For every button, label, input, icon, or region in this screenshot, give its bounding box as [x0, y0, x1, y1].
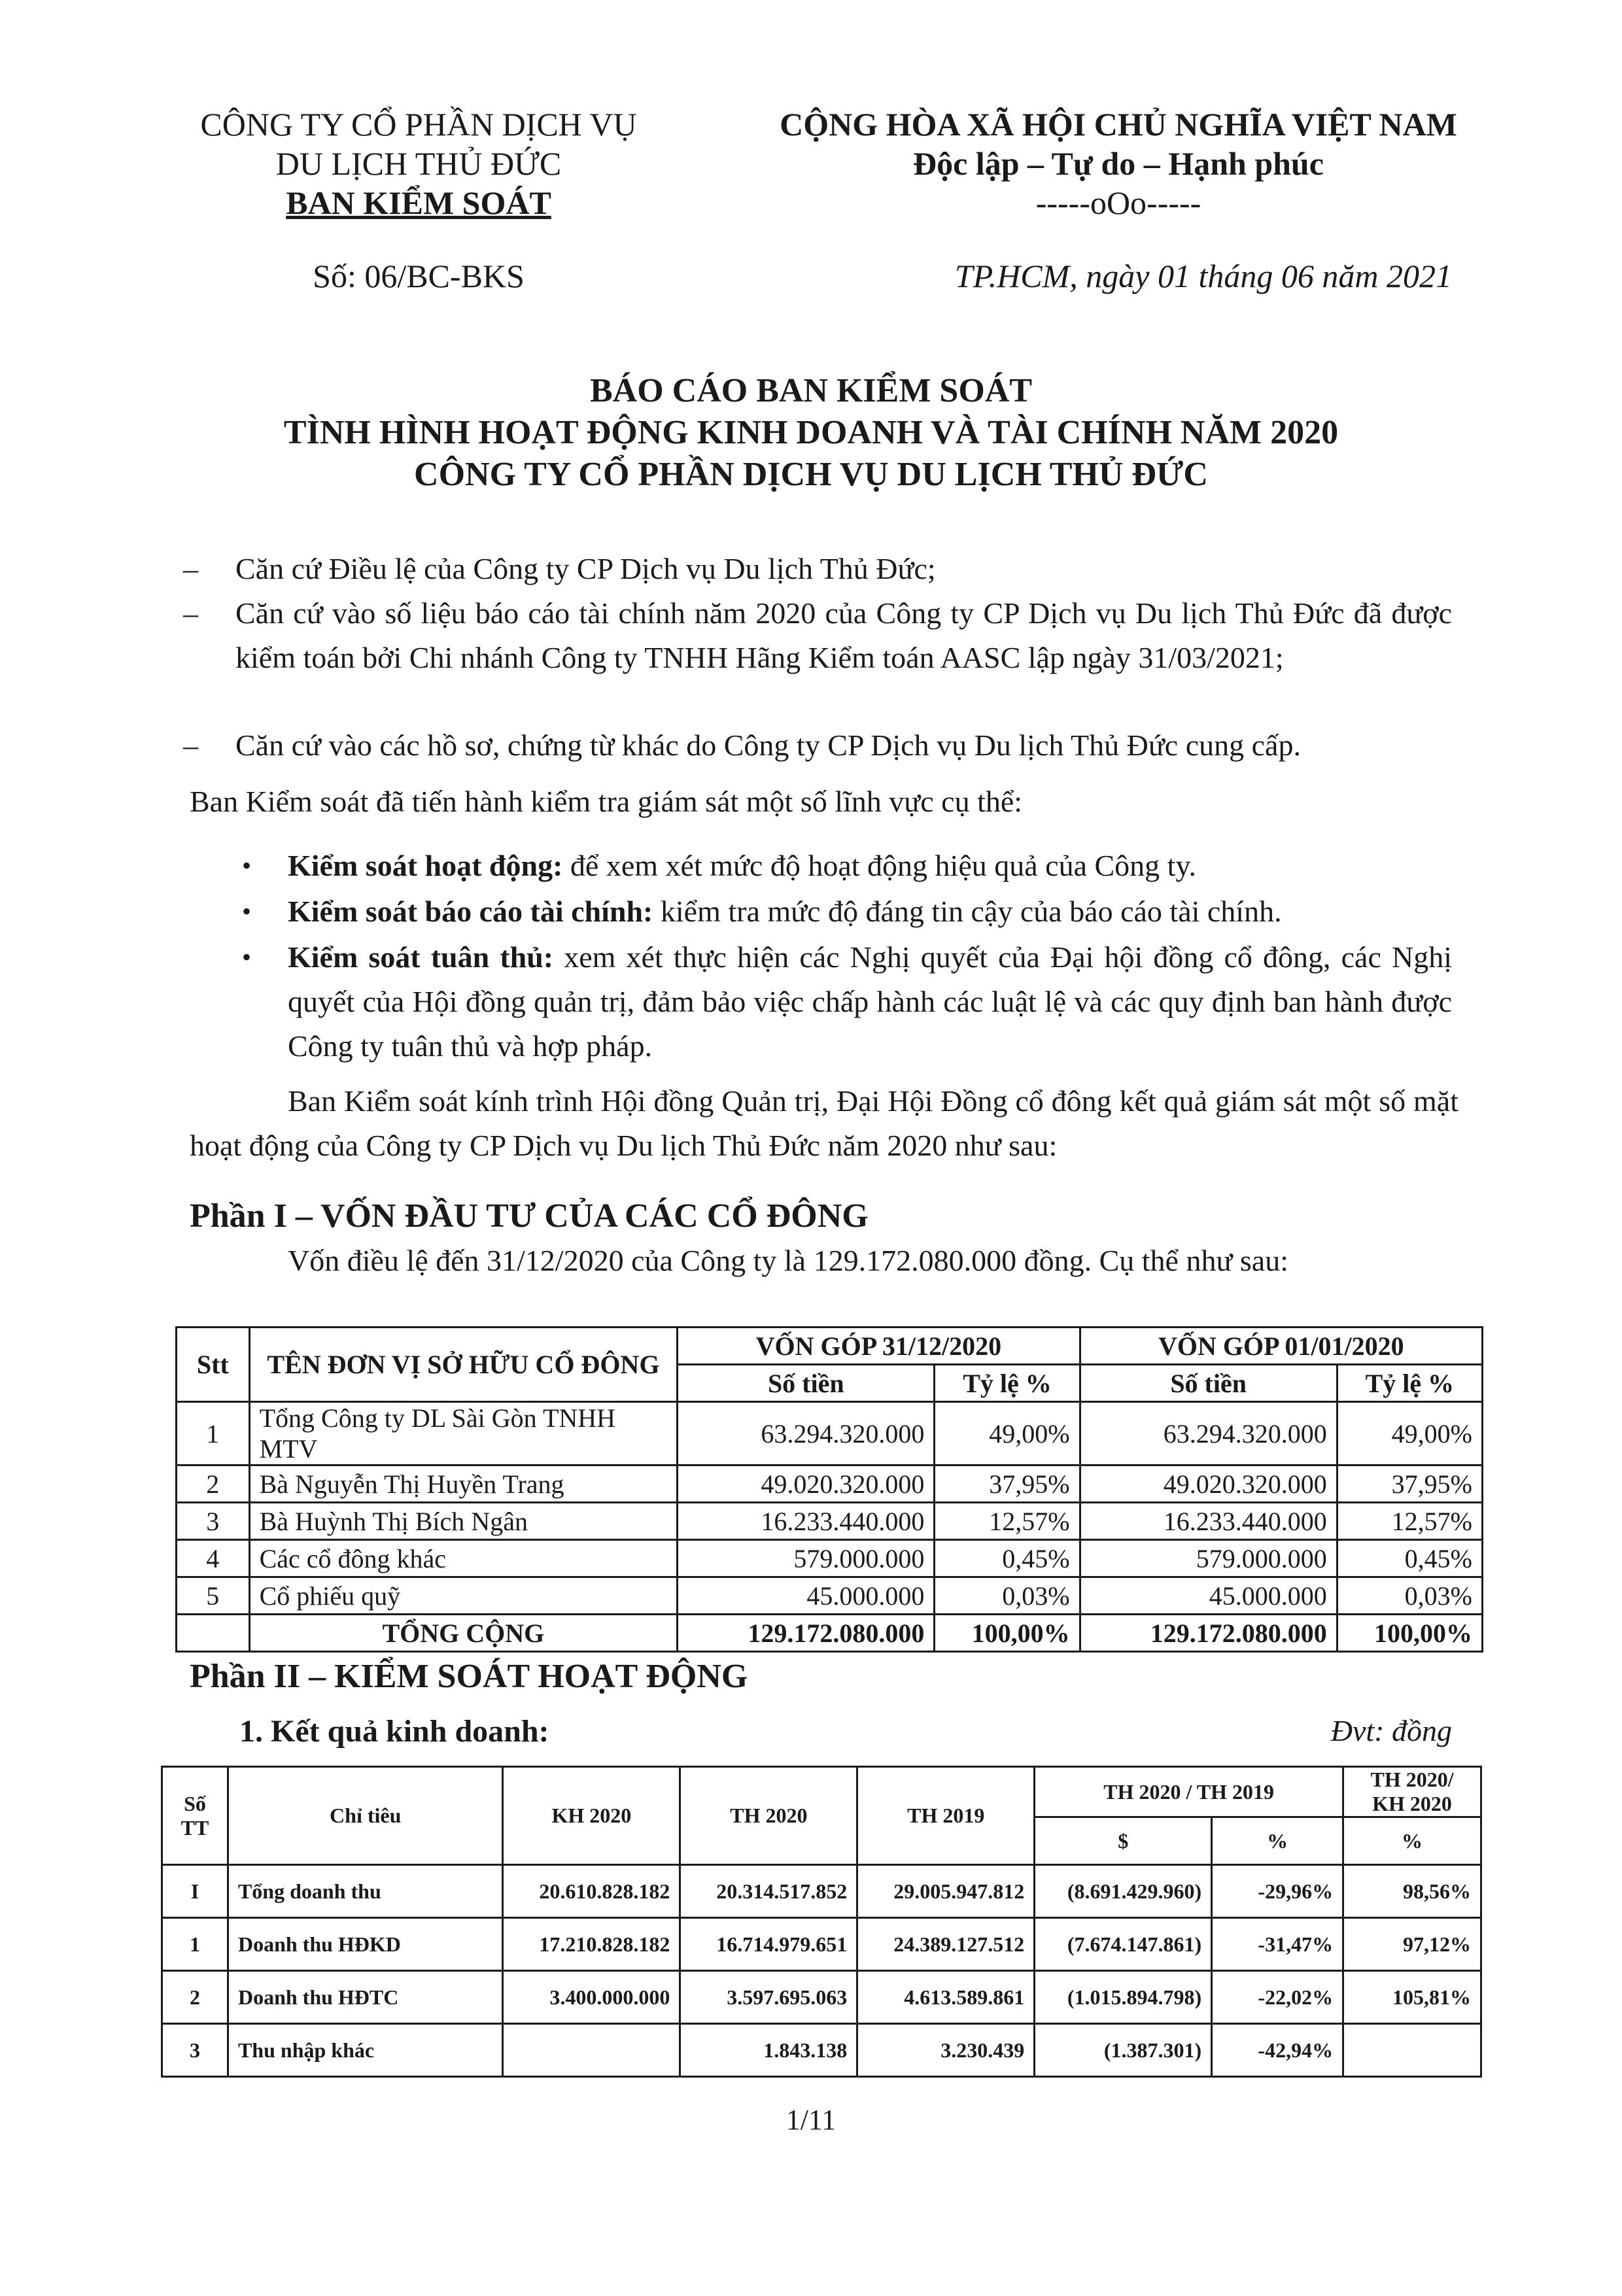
basis-text: Căn cứ Điều lệ của Công ty CP Dịch vụ Du lịch Thủ Đức;: [235, 552, 936, 585]
cell-amount-end: 63.294.320.000: [678, 1402, 935, 1465]
company-header: [157, 105, 680, 222]
cell-amount-start: 49.020.320.000: [1080, 1465, 1337, 1503]
table-row: [162, 1918, 1481, 1971]
cell-ratio-start: 37,95%: [1337, 1465, 1482, 1503]
cell-total-ratio-end: 100,00%: [935, 1615, 1080, 1652]
cell-amount-start: 63.294.320.000: [1080, 1402, 1337, 1465]
col-header-th2019: TH 2019: [857, 1767, 1035, 1865]
table-row: [162, 2024, 1481, 2077]
bullet-marker: •: [242, 942, 252, 972]
dash-marker: –: [183, 552, 198, 585]
unit-label: Đvt: đồng: [1330, 1714, 1452, 1747]
cell-th2020: 3.597.695.063: [680, 1971, 857, 2024]
cell-no: 2: [162, 1971, 228, 2024]
cell-item: Tổng doanh thu: [228, 1865, 503, 1918]
cell-ratio-start: 12,57%: [1337, 1503, 1482, 1540]
page-number: 1/11: [785, 2104, 837, 2136]
scope-bullets: [0, 844, 1622, 1066]
cell-plan: 20.610.828.182: [503, 1865, 680, 1918]
cell-name: Cổ phiếu quỹ: [249, 1577, 678, 1615]
cell-diff: (1.015.894.798): [1035, 1971, 1212, 2024]
cell-amount-end: 45.000.000: [678, 1577, 935, 1615]
col-header-stt: Stt: [177, 1328, 250, 1402]
cell-item: Thu nhập khác: [228, 2024, 503, 2077]
report-title: [131, 370, 1491, 496]
cell-amount-end: 579.000.000: [678, 1540, 935, 1577]
col-header-no: Số TT: [162, 1767, 228, 1865]
cell-plan: 3.400.000.000: [503, 1971, 680, 2024]
cell-ratio-start: 0,45%: [1337, 1540, 1482, 1577]
cell-diff-pct: -31,47%: [1212, 1918, 1343, 1971]
col-header-name: TÊN ĐƠN VỊ SỞ HỮU CỔ ĐÔNG: [249, 1328, 678, 1402]
cell-ratio-start: 49,00%: [1337, 1402, 1482, 1465]
cell-vs-plan: [1343, 2024, 1481, 2077]
cell-th2020: 20.314.517.852: [680, 1865, 857, 1918]
table-header-row: [162, 1767, 1481, 1817]
scope-bullet: [242, 935, 1452, 1069]
cell-ratio-end: 12,57%: [935, 1503, 1080, 1540]
title-line1: BÁO CÁO BAN KIỂM SOÁT: [589, 372, 1033, 409]
place-date: TP.HCM, ngày 01 tháng 06 năm 2021: [954, 258, 1452, 294]
cell-diff-pct: -29,96%: [1212, 1865, 1343, 1918]
scope-bullet: [242, 844, 1452, 888]
bullet-marker: •: [242, 897, 252, 926]
col-header-plan: KH 2020: [503, 1767, 680, 1865]
part2-subheading: 1. Kết quả kinh doanh:: [239, 1714, 549, 1749]
table-header-row: [177, 1328, 1483, 1365]
cell-amount-start: 45.000.000: [1080, 1577, 1337, 1615]
cell-name: Bà Nguyễn Thị Huyền Trang: [249, 1465, 678, 1503]
title-line3: CÔNG TY CỔ PHẦN DỊCH VỤ DU LỊCH THỦ ĐỨC: [414, 456, 1208, 493]
table-row: [177, 1577, 1483, 1615]
bullet-label: Kiểm soát báo cáo tài chính:: [288, 895, 653, 928]
basis-text: Căn cứ vào các hồ sơ, chứng từ khác do Công ty CP Dịch vụ Du lịch Thủ Đức cung cấp.: [235, 728, 1301, 762]
col-header-amount: Số tiền: [678, 1365, 935, 1402]
cell-amount-start: 16.233.440.000: [1080, 1503, 1337, 1540]
national-motto: Độc lập – Tự do – Hạnh phúc: [913, 145, 1324, 182]
shareholder-capital-table: [175, 1326, 1483, 1653]
cell-ratio-start: 0,03%: [1337, 1577, 1482, 1615]
title-line2: TÌNH HÌNH HOẠT ĐỘNG KINH DOANH VÀ TÀI CHÍNH NĂM 2020: [283, 414, 1339, 451]
col-header-pct: %: [1343, 1817, 1481, 1865]
cell-total-label: TỔNG CỘNG: [249, 1615, 678, 1652]
cell-name: Tổng Công ty DL Sài Gòn TNHH MTV: [249, 1402, 678, 1465]
cell-vs-plan: 105,81%: [1343, 1971, 1481, 2024]
table-row: [162, 1971, 1481, 2024]
cell-plan: 17.210.828.182: [503, 1918, 680, 1971]
intro-paragraph: Ban Kiểm soát đã tiến hành kiểm tra giám sát một số lĩnh vực cụ thể:: [190, 785, 1023, 818]
cell-th2019: 3.230.439: [857, 2024, 1035, 2077]
bullet-text: xem xét thực hiện các Nghị quyết của Đại hội đồng cổ đông, các Nghị quyết của Hội đồng quản trị, đảm bảo việc chấp hành các luật lệ và các quy định ban hành được Công ty tuân thủ và hợp pháp.: [288, 940, 1452, 1063]
col-header-capital-end: VỐN GÓP 31/12/2020: [678, 1328, 1080, 1365]
col-header-th2020: TH 2020: [680, 1767, 857, 1865]
cell-amount-start: 579.000.000: [1080, 1540, 1337, 1577]
cell-name: Các cổ đông khác: [249, 1540, 678, 1577]
part2-heading: Phần II – KIỂM SOÁT HOẠT ĐỘNG: [190, 1658, 748, 1695]
cell-no: 3: [162, 2024, 228, 2077]
document-number: Số: 06/BC-BKS: [313, 258, 525, 294]
part1-heading: Phần I – VỐN ĐẦU TƯ CỦA CÁC CỔ ĐÔNG: [190, 1197, 869, 1235]
col-header-vs-plan: TH 2020/ KH 2020: [1343, 1767, 1481, 1817]
cell-ratio-end: 37,95%: [935, 1465, 1080, 1503]
part1-text: Vốn điều lệ đến 31/12/2020 của Công ty là 129.172.080.000 đồng. Cụ thể như sau:: [288, 1244, 1288, 1277]
bullet-text: để xem xét mức độ hoạt động hiệu quả của Công ty.: [562, 849, 1196, 882]
bullet-label: Kiểm soát tuân thủ:: [288, 940, 554, 974]
cell-total-amount-end: 129.172.080.000: [678, 1615, 935, 1652]
scope-bullet: [242, 889, 1452, 934]
cell-total-amount-start: 129.172.080.000: [1080, 1615, 1337, 1652]
cell-vs-plan: 98,56%: [1343, 1865, 1481, 1918]
cell-total-ratio-start: 100,00%: [1337, 1615, 1482, 1652]
cell-item: Doanh thu HĐTC: [228, 1971, 503, 2024]
company-name-line1: CÔNG TY CỔ PHẦN DỊCH VỤ: [200, 106, 637, 143]
cell-no: 1: [162, 1918, 228, 1971]
department-name: BAN KIỂM SOÁT: [286, 184, 551, 221]
basis-item: [183, 591, 1452, 680]
table-row: [177, 1503, 1483, 1540]
table-row: [177, 1402, 1483, 1465]
cell-diff: (8.691.429.960): [1035, 1865, 1212, 1918]
cell-diff-pct: -42,94%: [1212, 2024, 1343, 2077]
national-header: [706, 105, 1530, 222]
cell-th2019: 29.005.947.812: [857, 1865, 1035, 1918]
header-ornament: -----oOo-----: [1035, 184, 1201, 221]
report-paragraph: Ban Kiểm soát kính trình Hội đồng Quản trị, Đại Hội Đồng cổ đông kết quả giám sát một số mặt hoạt động của Công ty CP Dịch vụ Du lịch Thủ Đức năm 2020 như sau:: [190, 1084, 1458, 1162]
col-header-compare: TH 2020 / TH 2019: [1035, 1767, 1343, 1817]
cell-stt: 2: [177, 1465, 250, 1503]
cell-th2019: 4.613.589.861: [857, 1971, 1035, 2024]
col-header-ratio: Tỷ lệ %: [1337, 1365, 1482, 1402]
basis-item: [183, 547, 1452, 591]
cell-ratio-end: 49,00%: [935, 1402, 1080, 1465]
cell-stt: 4: [177, 1540, 250, 1577]
cell-stt: 5: [177, 1577, 250, 1615]
table-row: [177, 1465, 1483, 1503]
col-header-pct: %: [1212, 1817, 1343, 1865]
cell-vs-plan: 97,12%: [1343, 1918, 1481, 1971]
cell-stt: 3: [177, 1503, 250, 1540]
basis-item: [183, 723, 1452, 768]
cell-name: Bà Huỳnh Thị Bích Ngân: [249, 1503, 678, 1540]
company-name-line2: DU LỊCH THỦ ĐỨC: [275, 145, 562, 182]
basis-text: Căn cứ vào số liệu báo cáo tài chính năm 2020 của Công ty CP Dịch vụ Du lịch Thủ Đức đã được kiểm toán bởi Chi nhánh Công ty TNHH Hãng Kiểm toán AASC lập ngày 31/03/2021;: [235, 596, 1452, 674]
cell-item: Doanh thu HĐKD: [228, 1918, 503, 1971]
cell-plan: [503, 2024, 680, 2077]
bullet-text: kiểm tra mức độ đáng tin cậy của báo cáo tài chính.: [653, 895, 1282, 928]
dash-marker: –: [183, 596, 198, 630]
cell-diff: (7.674.147.861): [1035, 1918, 1212, 1971]
col-header-amount: Số tiền: [1080, 1365, 1337, 1402]
basis-list: [0, 547, 1622, 782]
nation-title: CỘNG HÒA XÃ HỘI CHỦ NGHĨA VIỆT NAM: [780, 106, 1457, 143]
cell-diff: (1.387.301): [1035, 2024, 1212, 2077]
cell-diff-pct: -22,02%: [1212, 1971, 1343, 2024]
table-total-row: [177, 1615, 1483, 1652]
table-row: [162, 1865, 1481, 1918]
dash-marker: –: [183, 728, 198, 762]
col-header-capital-start: VỐN GÓP 01/01/2020: [1080, 1328, 1482, 1365]
cell-th2020: 1.843.138: [680, 2024, 857, 2077]
table-row: [177, 1540, 1483, 1577]
col-header-item: Chỉ tiêu: [228, 1767, 503, 1865]
cell-no: I: [162, 1865, 228, 1918]
col-header-money: $: [1035, 1817, 1212, 1865]
cell-ratio-end: 0,45%: [935, 1540, 1080, 1577]
cell-amount-end: 16.233.440.000: [678, 1503, 935, 1540]
bullet-marker: •: [242, 851, 252, 880]
cell-th2020: 16.714.979.651: [680, 1918, 857, 1971]
bullet-label: Kiểm soát hoạt động:: [288, 849, 563, 882]
cell-th2019: 24.389.127.512: [857, 1918, 1035, 1971]
cell-amount-end: 49.020.320.000: [678, 1465, 935, 1503]
cell-stt-empty: [177, 1615, 250, 1652]
col-header-ratio: Tỷ lệ %: [935, 1365, 1080, 1402]
business-results-table: [161, 1766, 1482, 2078]
cell-stt: 1: [177, 1402, 250, 1465]
cell-ratio-end: 0,03%: [935, 1577, 1080, 1615]
